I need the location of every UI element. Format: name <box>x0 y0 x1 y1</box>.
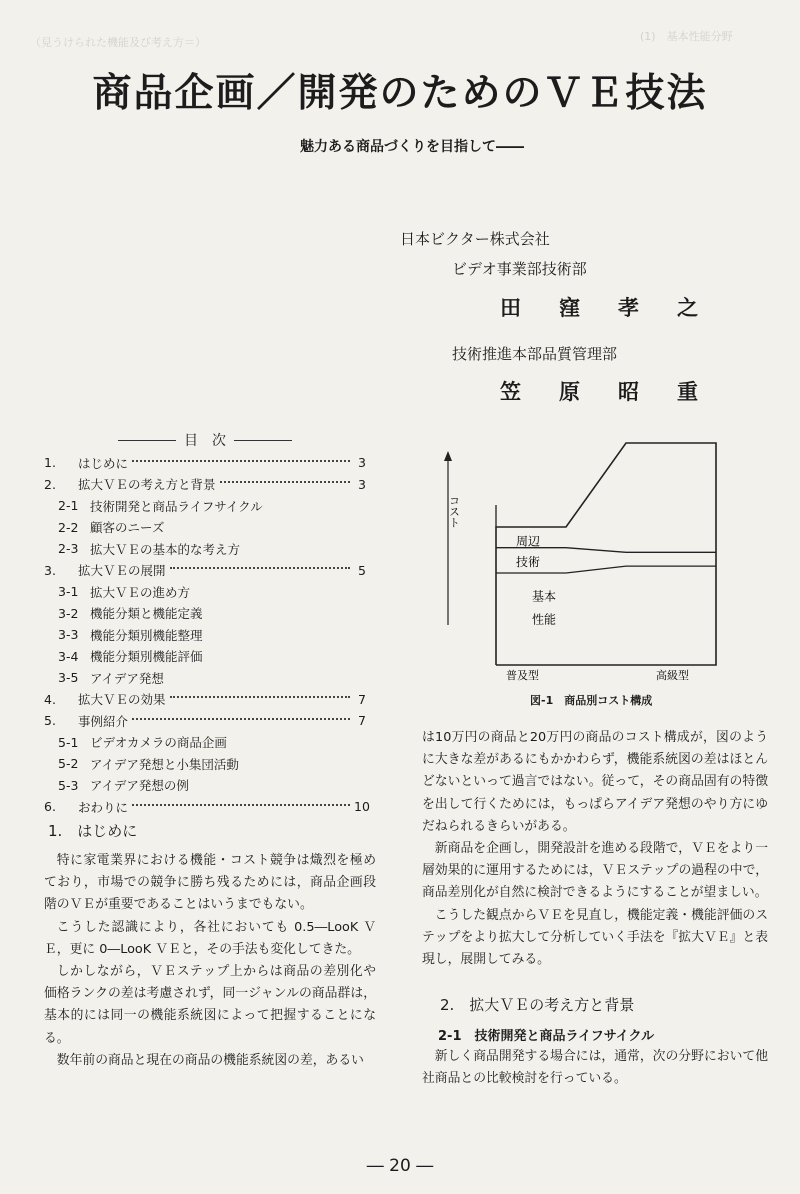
toc-leader-dots <box>132 718 350 720</box>
category-label: 普及型 <box>506 669 539 682</box>
toc-item-label: 機能分類別機能整理 <box>90 627 203 643</box>
toc-item-label: はじめに <box>78 455 129 471</box>
toc-item-number: 3-2 <box>58 605 79 621</box>
toc-item-number: 2-1 <box>58 498 79 514</box>
toc-item-number: 4. <box>44 691 56 707</box>
department-2: 技術推進本部品質管理部 <box>452 345 618 363</box>
toc-item-number: 3-3 <box>58 627 79 643</box>
toc-item-label: アイデア発想と小集団活動 <box>90 756 239 772</box>
figure-caption: 図-1 商品別コスト構成 <box>530 694 653 707</box>
toc-heading-text: 目 次 <box>184 433 226 449</box>
toc-item <box>44 646 366 668</box>
toc-item <box>44 581 366 603</box>
region-label: 性能 <box>532 612 557 627</box>
bleed-text: (1) 基本性能分野 <box>640 30 733 43</box>
toc-item-label: ビデオカメラの商品企画 <box>90 735 227 751</box>
y-axis-label: コスト <box>447 495 461 528</box>
toc-item <box>44 624 366 646</box>
category-label: 高級型 <box>656 669 689 682</box>
toc-item <box>44 775 366 797</box>
toc-item-number: 3-1 <box>58 584 79 600</box>
region-label: 周辺 <box>516 534 541 549</box>
section-1-body <box>44 850 376 1072</box>
toc-item <box>44 560 366 582</box>
toc-item-number: 3-4 <box>58 648 79 664</box>
paragraph: 特に家電業界における機能・コスト競争は熾烈を極めており，市場での競争に勝ち残るためには，商品企画段階のＶＥが重要であることはいうまでもない。 <box>44 853 377 913</box>
toc-item <box>44 667 366 689</box>
article-title: 商品企画／開発のためのＶＥ技法 <box>92 71 708 116</box>
toc-item <box>44 603 366 625</box>
toc-item <box>44 796 370 818</box>
toc-leader-dots <box>170 696 350 698</box>
subsection-2-1-body: 新しく商品開発する場合には，通常，次の分野において他社商品との比較検討を行っている。 <box>422 1049 768 1087</box>
toc-item-number: 5-2 <box>58 756 79 772</box>
toc-leader-dots <box>220 481 350 483</box>
toc-item-label: 機能分類と機能定義 <box>90 606 203 622</box>
author-1: 田窪孝之 <box>500 296 736 320</box>
toc-item-label: 技術開発と商品ライフサイクル <box>90 498 263 514</box>
article-subtitle: 魅力ある商品づくりを目指して―― <box>300 139 524 155</box>
y-axis-arrow-icon <box>444 451 452 461</box>
toc-item-page: 3 <box>358 455 366 471</box>
toc-item <box>44 689 366 711</box>
toc-item-label: 事例紹介 <box>78 713 129 729</box>
cost-structure-chart <box>418 425 748 715</box>
author-2: 笠原昭重 <box>500 380 736 404</box>
section-2-heading: 2. 拡大ＶＥの考え方と背景 <box>440 996 635 1014</box>
toc-item <box>44 538 366 560</box>
subsection-2-1-heading: 2-1 技術開発と商品ライフサイクル <box>438 1029 655 1044</box>
paragraph: こうした観点からＶＥを見直し，機能定義・機能評価のステップをより拡大して分析していく手法を『拡大ＶＥ』と表現し，展開してみる。 <box>422 907 768 968</box>
bleed-text: （見うけられた機能及び考え方＝） <box>30 36 206 49</box>
toc-item-number: 1. <box>44 455 56 471</box>
region-label: 基本 <box>532 589 557 604</box>
region-label: 技術 <box>516 554 541 569</box>
department-1: ビデオ事業部技術部 <box>452 260 587 278</box>
toc-item-number: 6. <box>44 799 56 815</box>
toc-item <box>44 710 366 732</box>
paragraph: は10万円の商品と20万円の商品のコスト構成が，図のように大きな差があるにもかかわらず，機能系統図の差はほとんどないといって過言ではない。従って，その商品固有の特徴を出して行くためには，もっぱらアイデア発想のやり方にゆだねられるきらいがある。 <box>422 730 768 834</box>
paragraph: しかしながら，ＶＥステップ上からは商品の差別化や価格ランクの差は考慮されず，同一ジャンルの商品群は，基本的には同一の機能系統図によって把握することになる。 <box>44 964 376 1046</box>
toc-item-label: 拡大ＶＥの進め方 <box>90 584 191 600</box>
toc-item-label: おわりに <box>78 799 129 815</box>
toc-item <box>44 753 366 775</box>
toc-item-number: 3. <box>44 562 56 578</box>
toc-item <box>44 474 366 496</box>
toc-item-label: 拡大ＶＥの展開 <box>78 563 166 579</box>
table-of-contents <box>44 452 370 818</box>
paragraph: こうした認識により，各社においても 0.5―LooK ＶＥ，更に 0―LooK ＶＥと，その手法も変化してきた。 <box>44 919 376 957</box>
toc-item-page: 7 <box>358 691 366 707</box>
toc-leader-dots <box>132 460 350 462</box>
toc-item-number: 5-1 <box>58 734 79 750</box>
toc-item-number: 2-2 <box>58 519 79 535</box>
toc-item <box>44 452 366 474</box>
toc-item-number: 5. <box>44 713 56 729</box>
section-1-heading: 1. はじめに <box>48 822 138 840</box>
toc-item-number: 2. <box>44 476 56 492</box>
toc-item <box>44 517 366 539</box>
toc-item <box>44 495 366 517</box>
paragraph: 新商品を企画し，開発設計を進める段階で，ＶＥをより一層効果的に運用するためには，ＶＥステップの過程の中で，商品差別化が自然に検討できるようにすることが望ましい。 <box>422 841 768 901</box>
toc-item-page: 3 <box>358 476 366 492</box>
toc-item-label: アイデア発想の例 <box>90 778 189 794</box>
toc-heading <box>110 430 300 450</box>
toc-item-label: 顧客のニーズ <box>90 520 165 536</box>
toc-item-label: 機能分類別機能評価 <box>90 649 203 665</box>
toc-item-number: 2-3 <box>58 541 79 557</box>
toc-item-number: 3-5 <box>58 670 79 686</box>
toc-item-label: 拡大ＶＥの考え方と背景 <box>78 477 216 493</box>
toc-item-label: 拡大ＶＥの効果 <box>78 692 166 708</box>
right-column-body <box>422 727 768 971</box>
company-name: 日本ビクター株式会社 <box>400 230 550 248</box>
toc-item-page: 7 <box>358 713 366 729</box>
toc-item-label: アイデア発想 <box>90 670 164 686</box>
toc-item-number: 5-3 <box>58 777 79 793</box>
toc-item-page: 5 <box>358 562 366 578</box>
page-number: ― 20 ― <box>366 1156 434 1176</box>
toc-leader-dots <box>132 804 350 806</box>
toc-item-label: 拡大ＶＥの基本的な考え方 <box>90 541 241 557</box>
toc-leader-dots <box>170 567 350 569</box>
toc-item-page: 10 <box>354 799 370 815</box>
paragraph: 数年前の商品と現在の商品の機能系統図の差，あるい <box>56 1052 364 1068</box>
toc-item <box>44 732 366 754</box>
